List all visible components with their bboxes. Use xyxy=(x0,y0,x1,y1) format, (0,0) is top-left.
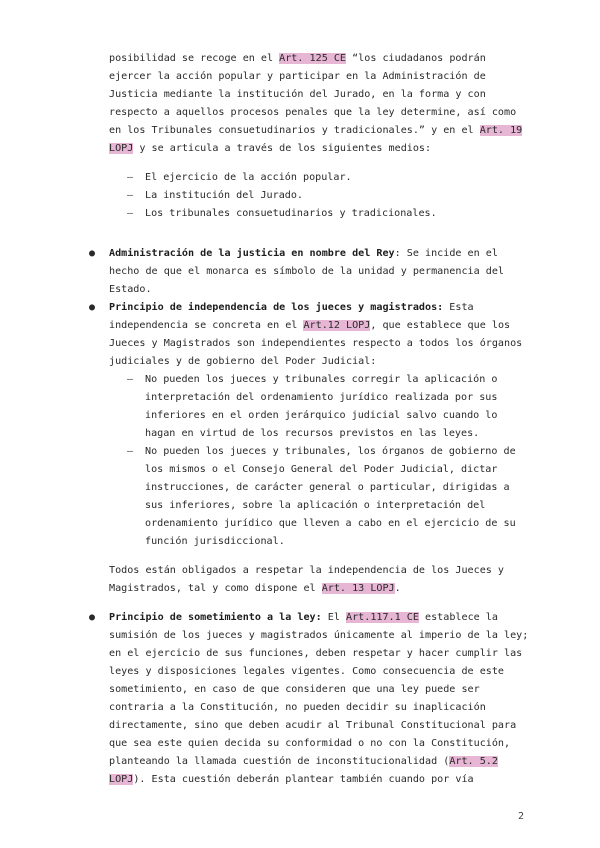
paragraph-line: en el ejercicio de sus funciones, deben respetar y hacer cumplir las xyxy=(109,648,523,659)
dash-marker: – xyxy=(127,172,134,183)
paragraph-line: Magistrados, tal y como dispone el Art. 13 LOPJ. xyxy=(109,583,401,594)
legal-reference: Art. 5.2 xyxy=(449,756,498,767)
paragraph-line: planteando la llamada cuestión de inconstitucionalidad (Art. 5.2 xyxy=(109,756,498,767)
paragraph-line: directamente, sino que deben acudir al Tribunal Constitucional para xyxy=(109,720,517,731)
list-item: El ejercicio de la acción popular. xyxy=(145,172,352,183)
paragraph-line: Estado. xyxy=(109,284,152,295)
paragraph-line: en los Tribunales consuetudinarios y tradicionales.” y en el Art. 19 xyxy=(109,125,523,136)
paragraph-line: sumisión de los jueces y magistrados únicamente al imperio de la ley; xyxy=(109,630,529,641)
paragraph-line: Jueces y Magistrados son independientes respecto a todos los órganos xyxy=(109,338,523,349)
paragraph-line: ejercer la acción popular y participar en la Administración de xyxy=(109,71,486,82)
paragraph-line: judiciales y de gobierno del Poder Judicial: xyxy=(109,356,377,367)
page-number: 2 xyxy=(518,811,525,822)
section-heading-line: Principio de sometimiento a la ley: El Art.117.1 CE establece la xyxy=(109,612,498,623)
paragraph-line: respecto a aquellos procesos penales que la ley determine, así como xyxy=(109,107,517,118)
list-item-line: sus inferiores, sobre la aplicación o interpretación del xyxy=(145,500,486,511)
paragraph-line: LOPJ). Esta cuestión deberán plantear también cuando por vía xyxy=(109,774,474,785)
list-item-line: instrucciones, de carácter general o particular, dirigidas a xyxy=(145,482,510,493)
list-item: La institución del Jurado. xyxy=(145,190,304,201)
dash-marker: – xyxy=(127,190,134,201)
legal-reference: Art.12 LOPJ xyxy=(303,320,371,331)
bullet-marker: ● xyxy=(89,612,96,623)
list-item: Los tribunales consuetudinarios y tradicionales. xyxy=(145,208,437,219)
list-item-line: función jurisdiccional. xyxy=(145,536,285,547)
legal-reference: Art. 19 xyxy=(479,125,523,136)
section-heading-line: Administración de la justicia en nombre del Rey: Se incide en el xyxy=(109,248,498,259)
paragraph-line: contraria a la Constitución, no pueden decidir su inaplicación xyxy=(109,702,486,713)
list-item-line: hagan en virtud de los recursos previstos en las leyes. xyxy=(145,428,480,439)
dash-marker: – xyxy=(127,208,134,219)
paragraph-line: Todos están obligados a respetar la independencia de los Jueces y xyxy=(109,565,505,576)
list-item-line: interpretación del ordenamiento jurídico realizada por sus xyxy=(145,392,498,403)
dash-marker: – xyxy=(127,446,134,457)
bullet-marker: ● xyxy=(89,302,96,313)
list-item-line: No pueden los jueces y tribunales, los órganos de gobierno de xyxy=(145,446,516,457)
bullet-marker: ● xyxy=(89,248,96,259)
legal-reference: Art. 13 LOPJ xyxy=(321,583,395,594)
paragraph-line: que sea este quien decida su conformidad o no con la Constitución, xyxy=(109,738,511,749)
paragraph-line: LOPJ y se articula a través de los siguientes medios: xyxy=(109,143,432,154)
list-item-line: inferiores en el orden jerárquico judicial salvo cuando lo xyxy=(145,410,498,421)
list-item-line: los mismos o el Consejo General del Poder Judicial, dictar xyxy=(145,464,498,475)
paragraph-line: independencia se concreta en el Art.12 LOPJ, que establece que los xyxy=(109,320,511,331)
paragraph-line: leyes y disposiciones legales vigentes. Como consecuencia de este xyxy=(109,666,505,677)
paragraph-line: sometimiento, en caso de que consideren que una ley puede ser xyxy=(109,684,480,695)
dash-marker: – xyxy=(127,374,134,385)
legal-reference: Art. 125 CE xyxy=(279,53,347,64)
legal-reference: Art.117.1 CE xyxy=(346,612,419,623)
list-item-line: No pueden los jueces y tribunales corregir la aplicación o xyxy=(145,374,498,385)
list-item-line: ordenamiento jurídico que lleven a cabo en el ejercicio de su xyxy=(145,518,516,529)
section-heading-line: Principio de independencia de los jueces y magistrados: Esta xyxy=(109,302,474,313)
paragraph-line: hecho de que el monarca es símbolo de la unidad y permanencia del xyxy=(109,266,505,277)
paragraph-line: Justicia mediante la institución del Jurado, en la forma y con xyxy=(109,89,486,100)
paragraph-line: posibilidad se recoge en el Art. 125 CE “los ciudadanos podrán xyxy=(109,53,486,64)
legal-reference: LOPJ xyxy=(109,143,134,154)
legal-reference: LOPJ xyxy=(109,774,134,785)
